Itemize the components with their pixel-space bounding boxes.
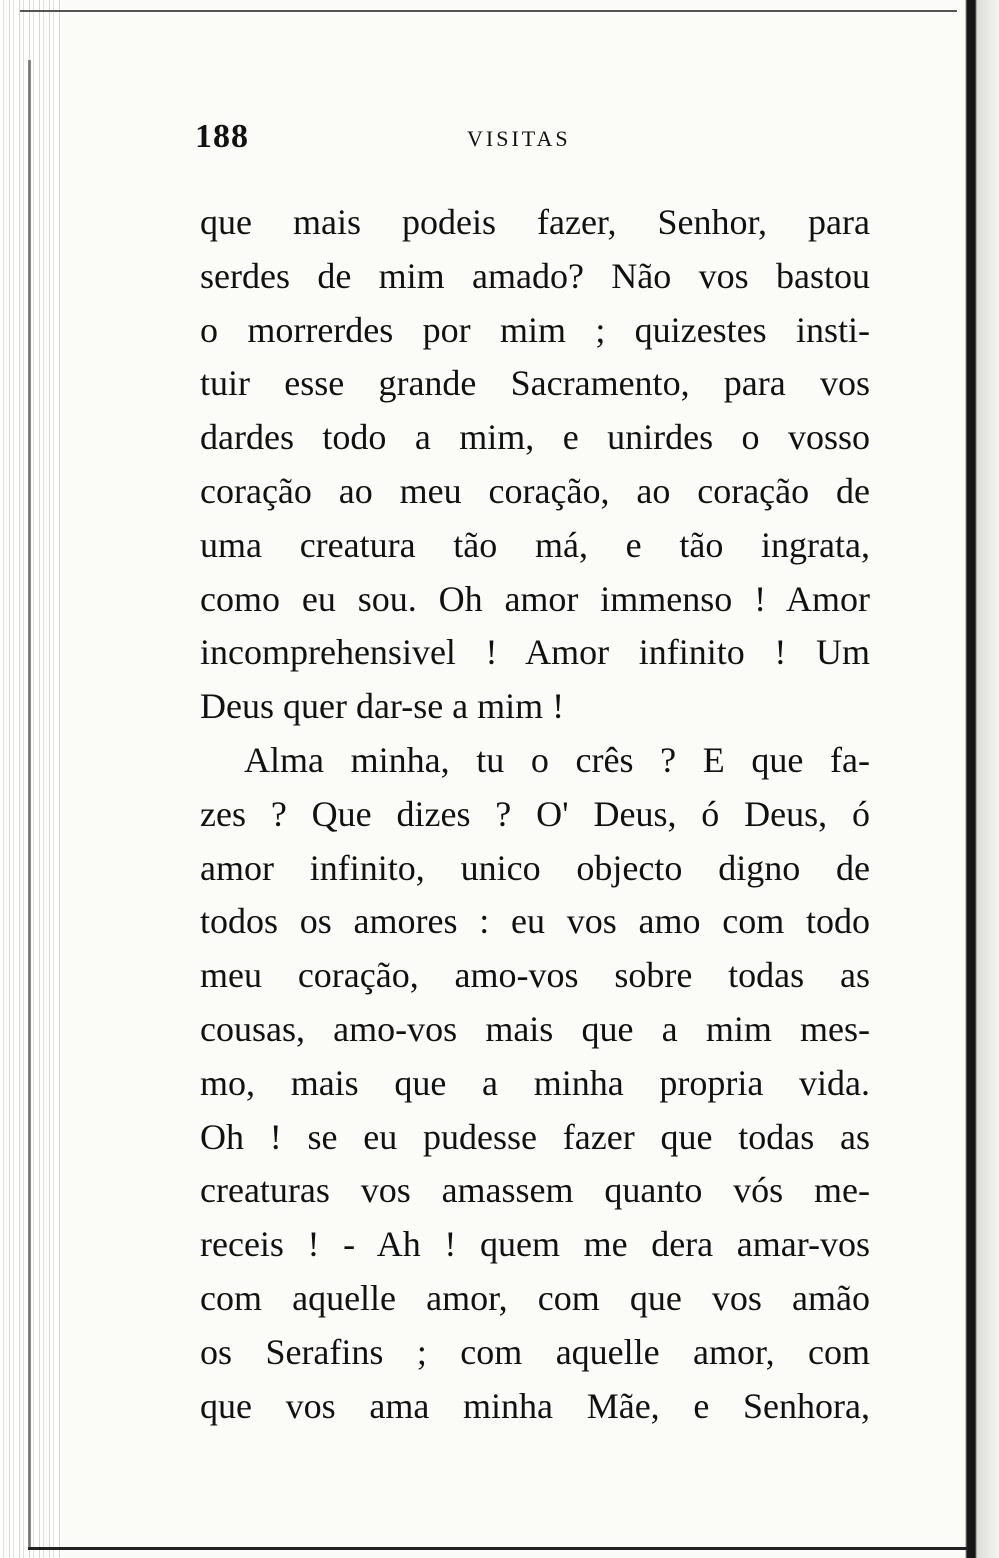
right-page-edge	[957, 0, 999, 1558]
paragraph-start-line: Alma minha, tu o crês ? E que fa-	[244, 739, 870, 780]
text-line: Deus quer dar-se a mim !	[200, 686, 565, 727]
text-line: dardes todo a mim, e unirdes o vosso	[200, 417, 870, 458]
bottom-edge-line	[28, 1547, 968, 1550]
spine-edge-line	[28, 60, 31, 1550]
text-line: serdes de mim amado? Não vos bastou	[200, 255, 870, 296]
text-line: com aquelle amor, com que vos amão	[200, 1277, 870, 1318]
page-header	[195, 118, 755, 168]
top-edge-line	[20, 10, 980, 12]
text-line: amor infinito, unico objecto digno de	[200, 847, 870, 888]
page-number: 188	[195, 118, 249, 155]
text-line: o morrerdes por mim ; quizestes insti-	[200, 309, 870, 350]
text-line: coração ao meu coração, ao coração de	[200, 470, 870, 511]
book-spine-gutter	[0, 0, 62, 1558]
running-head: VISITAS	[467, 126, 571, 151]
text-line: todos os amores : eu vos amo com todo	[200, 901, 870, 942]
text-line: cousas, amo-vos mais que a mim mes-	[200, 1008, 870, 1049]
text-line: meu coração, amo-vos sobre todas as	[200, 955, 870, 996]
text-line: tuir esse grande Sacramento, para vos	[200, 363, 870, 404]
text-line: incomprehensivel ! Amor infinito ! Um	[200, 632, 870, 673]
text-line: Oh ! se eu pudesse fazer que todas as	[200, 1116, 870, 1157]
text-line: uma creatura tão má, e tão ingrata,	[200, 524, 870, 565]
text-line: como eu sou. Oh amor immenso ! Amor	[200, 578, 870, 619]
text-line: que mais podeis fazer, Senhor, para	[200, 202, 870, 242]
text-line: creaturas vos amassem quanto vós me-	[200, 1170, 870, 1211]
text-line: zes ? Que dizes ? O' Deus, ó Deus, ó	[200, 793, 870, 834]
body-text	[200, 196, 870, 1433]
text-line: que vos ama minha Mãe, e Senhora,	[200, 1385, 870, 1426]
text-line: receis ! - Ah ! quem me dera amar-vos	[200, 1224, 870, 1265]
text-line: mo, mais que a minha propria vida.	[200, 1062, 870, 1103]
text-line: os Serafins ; com aquelle amor, com	[200, 1331, 870, 1372]
